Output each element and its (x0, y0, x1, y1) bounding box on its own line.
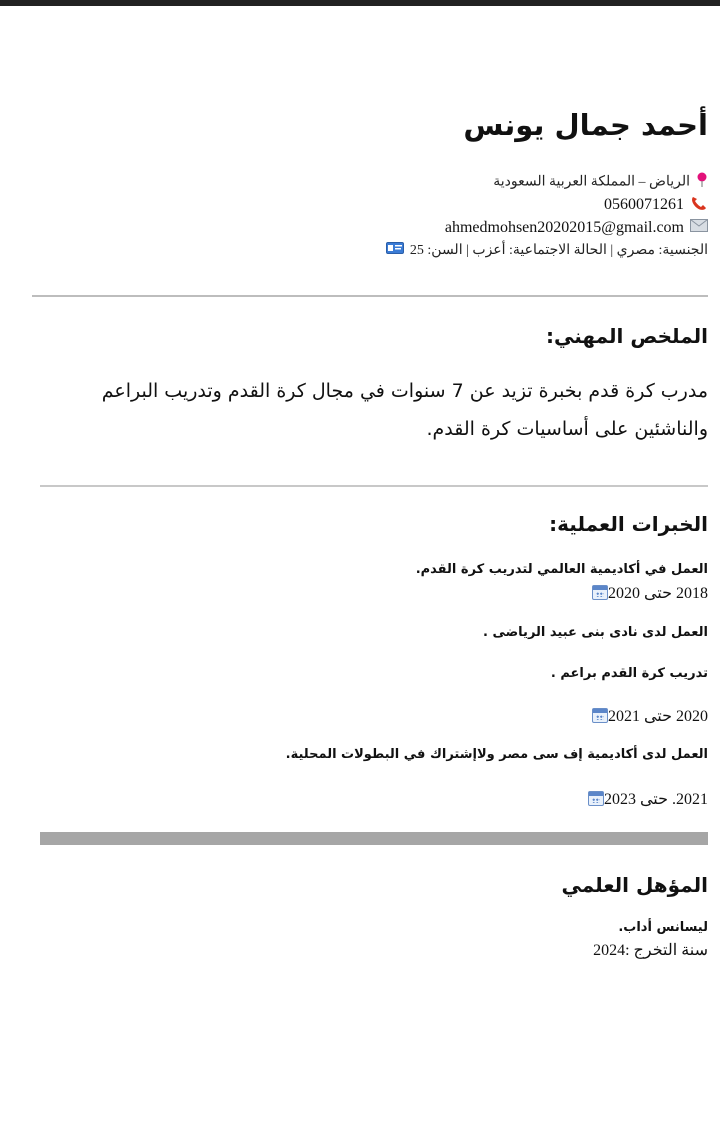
phone-number[interactable]: 0560071261 (604, 196, 684, 214)
experience-item-3: تدريب كرة القدم براعم . (550, 666, 708, 681)
experience-date-4-text: 2021. حتى 2023 (603, 791, 708, 808)
person-name: أحمد جمال يونس (463, 108, 708, 142)
email-line (445, 219, 708, 237)
summary-text (68, 372, 708, 448)
calendar-icon (592, 585, 608, 600)
phone-icon (690, 195, 708, 216)
experience-date-3-text: 2020 حتى 2021 (607, 708, 708, 725)
experience-date-1 (584, 583, 708, 603)
experience-date-3 (584, 706, 708, 726)
summary-line-2: والناشئين على أساسيات كرة القدم. (426, 418, 708, 440)
summary-line-1: مدرب كرة قدم بخبرة تزيد عن 7 سنوات في مجال كرة القدم وتدريب البراعم (101, 380, 708, 402)
experience-title: الخبرات العملية: (549, 512, 708, 536)
summary-divider (40, 485, 708, 487)
calendar-icon (588, 791, 604, 806)
experience-date-4 (580, 789, 708, 809)
calendar-icon (592, 708, 608, 723)
personal-info-line (386, 242, 708, 259)
section-bar (40, 832, 708, 845)
header-divider (32, 295, 708, 297)
experience-date-1-text: 2018 حتى 2020 (607, 585, 708, 602)
location-text: الرياض – المملكة العربية السعودية (493, 174, 690, 190)
envelope-icon (690, 219, 708, 237)
phone-line (604, 195, 708, 216)
location-line (493, 172, 708, 193)
education-degree: ليسانس أداب. (618, 920, 708, 935)
experience-item-2: العمل لدى نادى بنى عبيد الرياضى . (483, 625, 708, 640)
experience-item-1: العمل في أكاديمية العالمي لتدريب كرة القدم. (415, 562, 708, 577)
id-card-icon (386, 242, 404, 259)
education-graduation: سنة التخرج :2024 (593, 942, 708, 959)
experience-item-4: العمل لدى أكاديمية إف سى مصر ولاإشتراك في البطولات المحلية. (285, 747, 708, 762)
personal-info-text: الجنسية: مصري | الحالة الاجتماعية: أعزب | السن: 25 (409, 243, 708, 258)
location-pin-icon (696, 172, 708, 193)
email-address[interactable]: ahmedmohsen20202015@gmail.com (444, 219, 684, 236)
summary-title: الملخص المهني: (546, 324, 708, 348)
education-title: المؤهل العلمي (561, 873, 708, 897)
